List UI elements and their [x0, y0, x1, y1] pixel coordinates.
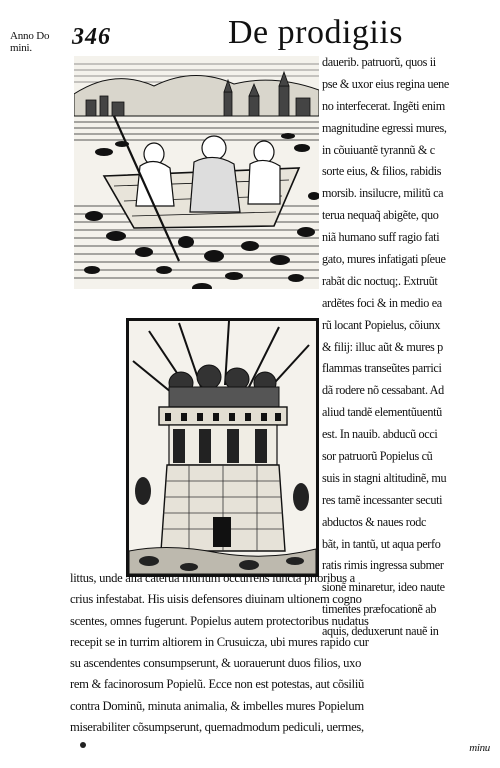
text-line: sorte eius, & filios, rabidis	[322, 164, 442, 179]
text-line: niã humano suff ragio fati	[322, 230, 440, 245]
text-line: dã rodere nõ cessabant. Ad	[322, 383, 444, 398]
text-line: bãt, in tantũ, ut aqua perfo	[322, 536, 441, 551]
text-line: recepit se in turrim altiorem in Crusuicza, ubi mures rapido cur	[70, 634, 369, 649]
text-line: res tamẽ incessanter secuti	[322, 492, 443, 507]
text-line: su ascendentes consumpserunt, & uorauerunt duos filios, uxo	[70, 656, 362, 671]
text-line: timentes præfocationẽ ab	[322, 602, 437, 617]
running-head: De prodigiis	[228, 14, 404, 51]
text-line: aquis, deduxerunt nauẽ in	[322, 624, 439, 639]
text-line: morsib. insilucre, militũ ca	[322, 186, 444, 201]
text-line: rabãt dic noctuq;. Extruũt	[322, 273, 438, 288]
text-line: sionẽ minaretur, ideo naute	[322, 580, 445, 595]
text-line: in cõuiuantẽ tyrannũ & c	[322, 142, 435, 157]
margin-note-line: Anno Do	[10, 30, 50, 42]
text-line: littus, unde alia caterua murium occurrens iuncta prioribus a	[70, 571, 355, 585]
text-line: sor patruorũ Popielus cũ	[322, 449, 433, 464]
text-line: ratis rimis ingressa submer	[322, 558, 444, 573]
text-line: magnitudine egressi mures,	[322, 120, 447, 135]
text-line: rem & facinorosum Popielũ. Ecce non est potestas, aut cõsiliũ	[70, 677, 365, 692]
catchword: minu	[469, 742, 490, 755]
text-line: gato, mures infatigati pſeue	[322, 252, 446, 267]
text-line: terua nequaq̃ abigẽte, quo	[322, 208, 439, 223]
text-line: dauerib. patruorũ, quos ii	[322, 55, 436, 69]
text-line: scentes, omnes fugerunt. Popielus autem protectoribus nudatus	[70, 613, 369, 628]
text-line: suis in stagni altitudinẽ, mu	[322, 470, 447, 485]
margin-note-year	[10, 30, 58, 54]
text-line: pse & uxor eius regina uene	[322, 76, 449, 91]
text-line: est. In nauib. abducũ occi	[322, 427, 438, 442]
margin-note-line: mini.	[10, 42, 32, 54]
text-line: rũ locant Popielus, cõiunx	[322, 317, 441, 332]
text-line: flammas transeũtes parrici	[322, 361, 442, 376]
text-line: & filij: illuc aũt & mures p	[322, 339, 443, 354]
text-line: no interfecerat. Ingẽti enim	[322, 98, 445, 113]
page-number: 346	[72, 24, 111, 50]
text-line: contra Dominũ, minuta animalia, & imbelles mures Popielum	[70, 698, 364, 713]
text-line: ardẽtes foci & in medio ea	[322, 295, 442, 310]
woodcut-boat-illustration	[74, 56, 319, 289]
full-width-text	[70, 568, 494, 760]
text-line: crius infestabat. His uisis defensores diuinam ultionem cogno	[70, 592, 362, 607]
woodcut-tower-illustration	[126, 318, 319, 577]
text-line: miserabiliter cõsumpserunt, quemadmodum pediculi, uermes,	[70, 720, 364, 735]
text-line: abductos & naues rodc	[322, 514, 426, 529]
text-line: aliud tandẽ elementũuentũ	[322, 405, 442, 420]
ink-mark	[80, 742, 86, 748]
right-column-text	[322, 52, 494, 643]
